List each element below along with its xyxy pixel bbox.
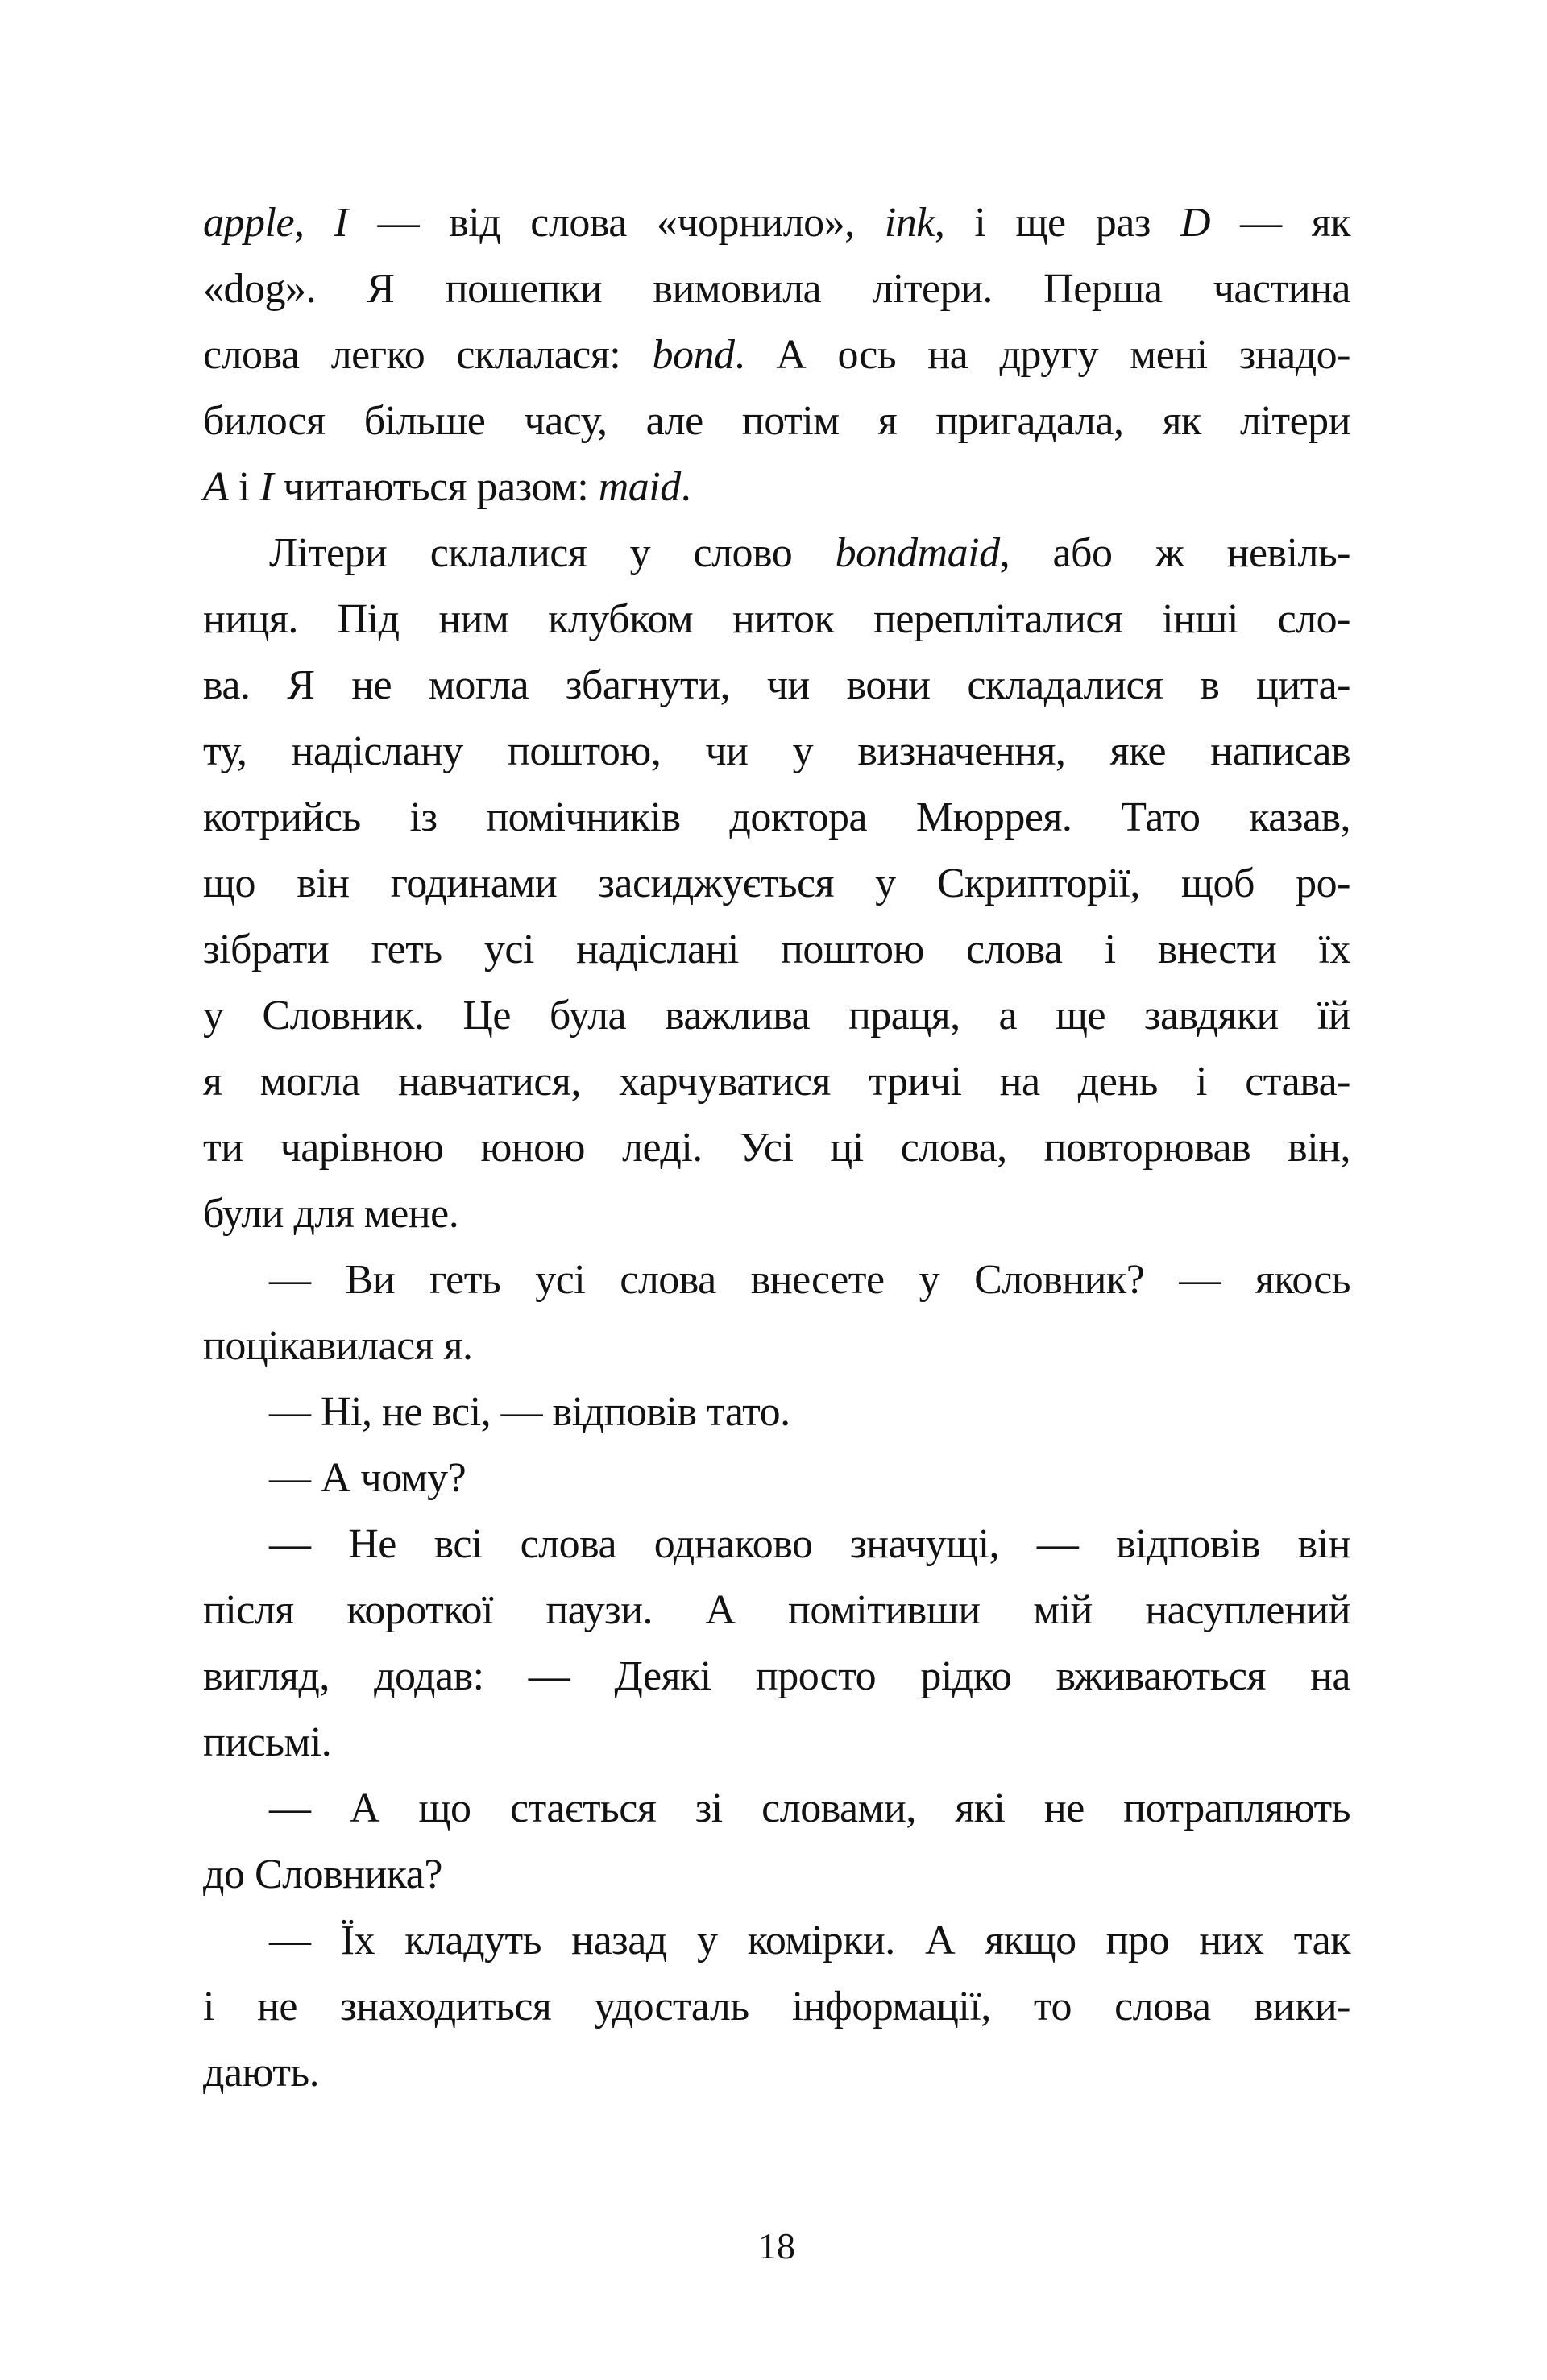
- text-segment: котрийсь із помічників доктора Мюррея. Тато казав,: [203, 794, 1350, 840]
- text-segment: що він годинами засиджується у Скрипторії, щоб ро-: [203, 860, 1350, 906]
- italic-word: maid: [598, 464, 681, 510]
- text-segment: — як: [1210, 200, 1350, 246]
- text-segment: ти чарівною юною леді. Усі ці слова, повторював він,: [203, 1125, 1350, 1171]
- text-segment: — А що стається зі словами, які не потрапляють: [269, 1785, 1350, 1831]
- text-segment: я могла навчатися, харчуватися тричі на день і става-: [203, 1059, 1350, 1105]
- italic-word: bond: [652, 332, 735, 378]
- text-segment: , і ще раз: [934, 200, 1180, 246]
- text-line: [203, 322, 1350, 388]
- text-segment: слова легко склалася:: [203, 332, 653, 378]
- text-line: [203, 917, 1350, 983]
- text-segment: і: [228, 464, 260, 510]
- text-segment: — Ви геть усі слова внесете у Словник? — якось: [269, 1257, 1350, 1303]
- text-line: [203, 1379, 1350, 1445]
- text-segment: — Ні, не всі, — відповів тато.: [269, 1389, 790, 1435]
- text-line: [203, 1974, 1350, 2040]
- text-segment: . А ось на другу мені знадо-: [734, 332, 1350, 378]
- italic-word: bondmaid: [835, 530, 1000, 576]
- italic-word: ink: [884, 200, 935, 246]
- text-segment: письмі.: [203, 1719, 332, 1765]
- text-line: [203, 1049, 1350, 1115]
- text-line: [203, 1908, 1350, 1974]
- text-line: [203, 1511, 1350, 1578]
- text-line: [203, 520, 1350, 587]
- text-line: [203, 785, 1350, 851]
- text-line: [203, 1776, 1350, 1842]
- text-segment: і не знаходиться удосталь інформації, то слова вики-: [203, 1984, 1350, 2030]
- text-segment: ниця. Під ним клубком ниток перепліталися інші сло-: [203, 596, 1350, 642]
- text-line: [203, 454, 1350, 520]
- text-segment: дають.: [203, 2050, 320, 2096]
- text-segment: вигляд, додав: — Деякі просто рідко вживаються на: [203, 1653, 1350, 1699]
- text-block: [203, 190, 1350, 2106]
- text-line: [203, 1445, 1350, 1511]
- italic-word: A: [203, 464, 229, 510]
- text-segment: до Словника?: [203, 1851, 442, 1897]
- text-line: [203, 1115, 1350, 1181]
- text-segment: Літери склалися у слово: [269, 530, 836, 576]
- text-segment: билося більше часу, але потім я пригадала, як літери: [203, 398, 1350, 444]
- text-segment: «dog». Я пошепки вимовила літери. Перша частина: [203, 266, 1350, 312]
- text-line: [203, 1247, 1350, 1313]
- text-line: [203, 719, 1350, 785]
- text-line: [203, 1710, 1350, 1776]
- text-line: [203, 587, 1350, 653]
- text-segment: ту, надіслану поштою, чи у визначення, яке написав: [203, 728, 1350, 774]
- text-line: [203, 388, 1350, 454]
- text-line: [203, 1842, 1350, 1908]
- text-line: [203, 1578, 1350, 1644]
- text-segment: ва. Я не могла збагнути, чи вони складалися в цита-: [203, 662, 1350, 708]
- text-segment: зібрати геть усі надіслані поштою слова і внести їх: [203, 927, 1350, 972]
- text-segment: .: [680, 464, 691, 510]
- text-segment: — Не всі слова однаково значущі, — відповів він: [269, 1521, 1350, 1567]
- text-segment: ,: [294, 200, 334, 246]
- italic-word: I: [334, 200, 348, 246]
- text-segment: були для мене.: [203, 1191, 459, 1237]
- text-segment: — Їх кладуть назад у комірки. А якщо про них так: [269, 1918, 1350, 1963]
- text-line: [203, 1644, 1350, 1710]
- text-segment: — від слова «чорнило»,: [347, 200, 885, 246]
- text-line: [203, 851, 1350, 917]
- page-number: 18: [758, 2225, 795, 2266]
- italic-word: apple: [203, 200, 295, 246]
- italic-word: I: [259, 464, 274, 510]
- text-line: [203, 1313, 1350, 1379]
- text-segment: поцікавилася я.: [203, 1323, 473, 1369]
- text-line: [203, 256, 1350, 322]
- text-line: [203, 653, 1350, 719]
- text-segment: , або ж невіль-: [999, 530, 1350, 576]
- text-line: [203, 190, 1350, 256]
- text-line: [203, 2040, 1350, 2106]
- text-segment: читаються разом:: [273, 464, 599, 510]
- italic-word: D: [1180, 200, 1211, 246]
- text-line: [203, 983, 1350, 1049]
- text-segment: — А чому?: [269, 1455, 467, 1501]
- text-segment: після короткої паузи. А помітивши мій насуплений: [203, 1587, 1350, 1633]
- text-line: [203, 1181, 1350, 1247]
- text-segment: у Словник. Це була важлива праця, а ще завдяки їй: [203, 993, 1350, 1039]
